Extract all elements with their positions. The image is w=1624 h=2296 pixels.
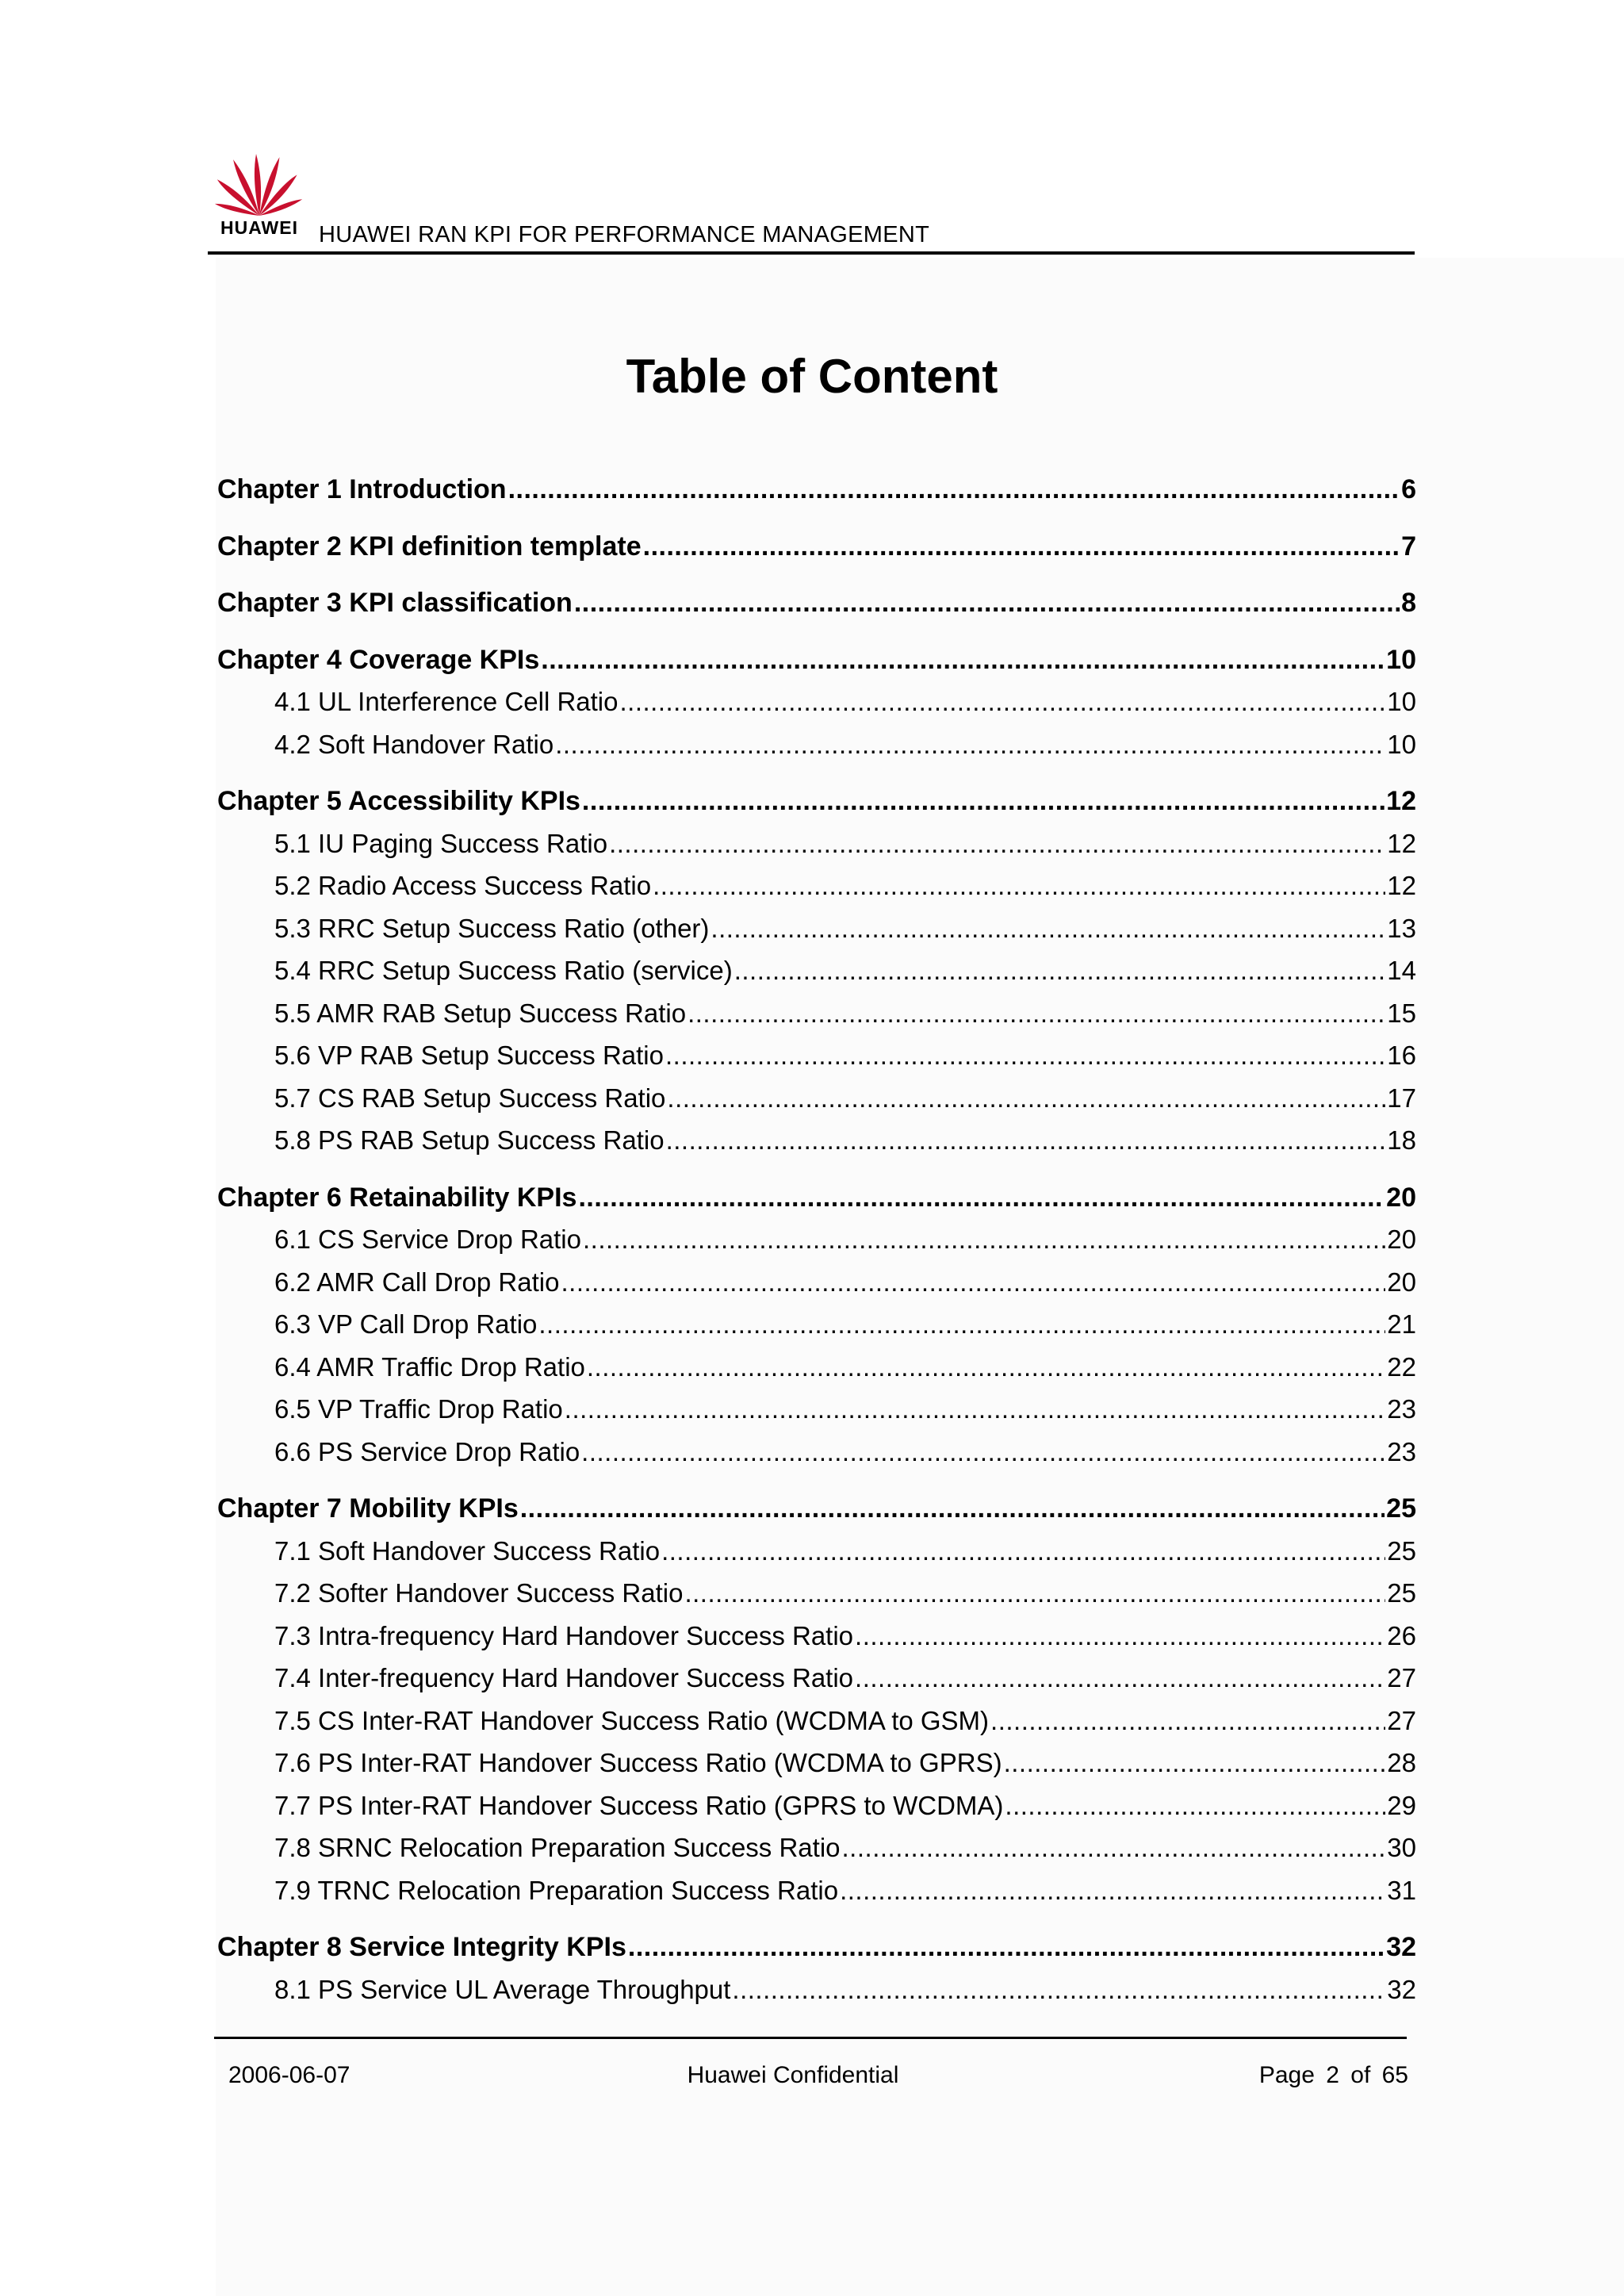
- toc-entry-label: Chapter 6 Retainability KPIs: [217, 1182, 577, 1213]
- dot-leader: [582, 786, 1385, 817]
- toc-section-entry[interactable]: [217, 1225, 1416, 1267]
- toc-entry-page: 12: [1387, 871, 1416, 900]
- toc-chapter-entry[interactable]: [217, 1493, 1416, 1536]
- dot-leader: [587, 1352, 1385, 1382]
- dot-leader: [1005, 1791, 1385, 1821]
- footer-date: 2006-06-07: [228, 2062, 350, 2088]
- document-header-title: HUAWEI RAN KPI FOR PERFORMANCE MANAGEMENT: [319, 222, 930, 247]
- toc-chapter-entry[interactable]: [217, 531, 1416, 574]
- toc-section-entry[interactable]: [217, 1437, 1416, 1480]
- toc-entry-page: 20: [1387, 1225, 1416, 1254]
- toc-entry-page: 25: [1386, 1493, 1416, 1524]
- toc-section-entry[interactable]: [217, 1125, 1416, 1168]
- toc-entry-page: 31: [1387, 1875, 1416, 1905]
- dot-leader: [565, 1394, 1385, 1424]
- toc-entry-label: 5.5 AMR RAB Setup Success Ratio: [274, 998, 687, 1028]
- toc-section-entry[interactable]: [217, 1394, 1416, 1437]
- toc-section-entry[interactable]: [217, 956, 1416, 999]
- toc-entry-label: 7.7 PS Inter-RAT Handover Success Ratio (GPRS to WCDMA): [274, 1790, 1004, 1820]
- toc-entry-page: 14: [1387, 956, 1416, 985]
- toc-section-entry[interactable]: [217, 999, 1416, 1041]
- toc-entry-page: 13: [1387, 913, 1416, 943]
- dot-leader: [1004, 1748, 1386, 1778]
- toc-section-entry[interactable]: [217, 829, 1416, 872]
- dot-leader: [520, 1493, 1385, 1524]
- toc-entry-page: 29: [1387, 1790, 1416, 1820]
- dot-leader: [666, 1125, 1386, 1156]
- toc-entry-label: Chapter 4 Coverage KPIs: [217, 644, 540, 675]
- toc-entry-label: 4.1 UL Interference Cell Ratio: [274, 687, 619, 716]
- toc-entry-label: 5.6 VP RAB Setup Success Ratio: [274, 1041, 664, 1070]
- toc-entry-label: 4.2 Soft Handover Ratio: [274, 729, 554, 759]
- dot-leader: [688, 999, 1385, 1029]
- dot-leader: [538, 1309, 1385, 1340]
- toc-entry-page: 32: [1386, 1932, 1416, 1962]
- toc-entry-label: 5.2 Radio Access Success Ratio: [274, 871, 652, 900]
- toc-entry-label: Chapter 1 Introduction: [217, 474, 507, 504]
- dot-leader: [855, 1621, 1385, 1651]
- toc-entry-label: 5.1 IU Paging Success Ratio: [274, 828, 608, 858]
- toc-entry-page: 12: [1387, 828, 1416, 858]
- toc-entry-label: 6.6 PS Service Drop Ratio: [274, 1436, 580, 1466]
- toc-section-entry[interactable]: [217, 1083, 1416, 1126]
- toc-entry-label: 5.4 RRC Setup Success Ratio (service): [274, 956, 733, 985]
- dot-leader: [578, 1182, 1385, 1213]
- toc-entry-page: 32: [1387, 1974, 1416, 2004]
- toc-entry-page: 23: [1387, 1436, 1416, 1466]
- toc-entry-page: 20: [1386, 1182, 1416, 1213]
- dot-leader: [574, 588, 1400, 619]
- toc-entry-page: 10: [1387, 687, 1416, 716]
- dot-leader: [684, 1578, 1385, 1608]
- toc-entry-page: 7: [1401, 531, 1416, 562]
- toc-entry-page: 27: [1387, 1705, 1416, 1735]
- toc-section-entry[interactable]: [217, 730, 1416, 772]
- footer-page-number: Page 2 of 65: [1258, 2062, 1408, 2088]
- dot-leader: [732, 1975, 1385, 2005]
- toc-entry-label: 7.2 Softer Handover Success Ratio: [274, 1578, 684, 1608]
- toc-chapter-entry[interactable]: [217, 645, 1416, 688]
- toc-entry-page: 10: [1386, 644, 1416, 675]
- toc-section-entry[interactable]: [217, 1621, 1416, 1664]
- toc-section-entry[interactable]: [217, 1833, 1416, 1876]
- toc-section-entry[interactable]: [217, 1975, 1416, 2018]
- toc-entry-page: 17: [1387, 1083, 1416, 1113]
- toc-entry-label: 6.1 CS Service Drop Ratio: [274, 1225, 581, 1254]
- toc-entry-label: 7.9 TRNC Relocation Preparation Success Ratio: [274, 1875, 839, 1905]
- toc-entry-label: 6.4 AMR Traffic Drop Ratio: [274, 1351, 585, 1382]
- dot-leader: [653, 871, 1385, 901]
- dot-leader: [667, 1083, 1385, 1114]
- toc-section-entry[interactable]: [217, 1791, 1416, 1834]
- toc-entry-label: 5.8 PS RAB Setup Success Ratio: [274, 1125, 665, 1155]
- toc-entry-label: 7.6 PS Inter-RAT Handover Success Ratio (WCDMA to GPRS): [274, 1748, 1002, 1777]
- footer-confidential: Huawei Confidential: [687, 2062, 899, 2088]
- dot-leader: [855, 1663, 1385, 1693]
- toc-section-entry[interactable]: [217, 1352, 1416, 1395]
- dot-leader: [555, 730, 1385, 760]
- dot-leader: [842, 1833, 1386, 1863]
- dot-leader: [661, 1536, 1385, 1566]
- toc-entry-page: 26: [1387, 1620, 1416, 1650]
- toc-entry-label: 6.5 VP Traffic Drop Ratio: [274, 1394, 563, 1424]
- toc-entry-page: 25: [1387, 1578, 1416, 1608]
- toc-entry-page: 27: [1387, 1663, 1416, 1692]
- dot-leader: [609, 829, 1385, 859]
- toc-entry-label: 7.4 Inter-frequency Hard Handover Success Ratio: [274, 1663, 854, 1692]
- toc-section-entry[interactable]: [217, 1267, 1416, 1310]
- toc-chapter-entry[interactable]: [217, 1932, 1416, 1975]
- toc-section-entry[interactable]: [217, 687, 1416, 730]
- toc-section-entry[interactable]: [217, 914, 1416, 956]
- toc-entry-label: Chapter 2 KPI definition template: [217, 531, 642, 562]
- toc-entry-label: 8.1 PS Service UL Average Throughput: [274, 1974, 731, 2004]
- dot-leader: [628, 1932, 1385, 1963]
- toc-entry-label: Chapter 3 KPI classification: [217, 588, 573, 618]
- dot-leader: [541, 645, 1385, 676]
- dot-leader: [620, 687, 1386, 717]
- dot-leader: [583, 1225, 1385, 1255]
- toc-section-entry[interactable]: [217, 1663, 1416, 1706]
- toc-chapter-entry[interactable]: [217, 474, 1416, 517]
- toc-entry-label: Chapter 7 Mobility KPIs: [217, 1493, 519, 1524]
- dot-leader: [665, 1041, 1385, 1071]
- dot-leader: [734, 956, 1386, 986]
- dot-leader: [990, 1706, 1385, 1736]
- toc-entry-page: 12: [1386, 786, 1416, 816]
- toc-entry-label: 6.3 VP Call Drop Ratio: [274, 1309, 538, 1339]
- dot-leader: [643, 531, 1400, 562]
- toc-section-entry[interactable]: [217, 1536, 1416, 1579]
- footer-divider: [214, 2037, 1407, 2039]
- toc-chapter-entry[interactable]: [217, 1182, 1416, 1225]
- toc-entry-page: 16: [1387, 1041, 1416, 1070]
- toc-section-entry[interactable]: [217, 871, 1416, 914]
- toc-entry-label: 5.3 RRC Setup Success Ratio (other): [274, 913, 710, 943]
- dot-leader: [710, 914, 1385, 944]
- toc-entry-label: Chapter 5 Accessibility KPIs: [217, 786, 580, 816]
- toc-section-entry[interactable]: [217, 1309, 1416, 1352]
- toc-chapter-entry[interactable]: [217, 588, 1416, 631]
- toc-entry-page: 25: [1387, 1535, 1416, 1566]
- toc-entry-label: 7.5 CS Inter-RAT Handover Success Ratio (WCDMA to GSM): [274, 1705, 990, 1735]
- dot-leader: [581, 1437, 1385, 1467]
- toc-entry-page: 28: [1387, 1748, 1416, 1777]
- toc-section-entry[interactable]: [217, 1706, 1416, 1749]
- toc-entry-label: 6.2 AMR Call Drop Ratio: [274, 1267, 560, 1297]
- page-title: Table of Content: [626, 350, 998, 403]
- dot-leader: [840, 1876, 1385, 1906]
- logo-wordmark: HUAWEI: [220, 217, 298, 238]
- toc-entry-page: 10: [1387, 729, 1416, 759]
- toc-section-entry[interactable]: [217, 1578, 1416, 1621]
- dot-leader: [561, 1267, 1385, 1297]
- toc-entry-page: 30: [1387, 1833, 1416, 1862]
- toc-section-entry[interactable]: [217, 1876, 1416, 1918]
- toc-chapter-entry[interactable]: [217, 786, 1416, 829]
- toc-entry-page: 20: [1387, 1267, 1416, 1297]
- toc-entry-page: 22: [1387, 1351, 1416, 1382]
- toc-entry-page: 21: [1387, 1309, 1416, 1339]
- toc-entry-page: 6: [1401, 474, 1416, 504]
- toc-entry-label: 7.3 Intra-frequency Hard Handover Success Ratio: [274, 1620, 854, 1650]
- toc-entry-label: 5.7 CS RAB Setup Success Ratio: [274, 1083, 666, 1113]
- toc-entry-page: 15: [1387, 998, 1416, 1028]
- header-divider: [208, 251, 1415, 255]
- toc-entry-page: 23: [1387, 1394, 1416, 1424]
- toc-entry-page: 8: [1401, 588, 1416, 618]
- toc-entry-label: Chapter 8 Service Integrity KPIs: [217, 1932, 626, 1962]
- dot-leader: [508, 474, 1400, 505]
- toc-section-entry[interactable]: [217, 1748, 1416, 1791]
- toc-entry-label: 7.1 Soft Handover Success Ratio: [274, 1535, 661, 1566]
- toc-entry-label: 7.8 SRNC Relocation Preparation Success Ratio: [274, 1833, 841, 1862]
- toc-entry-page: 18: [1387, 1125, 1416, 1155]
- toc-section-entry[interactable]: [217, 1041, 1416, 1083]
